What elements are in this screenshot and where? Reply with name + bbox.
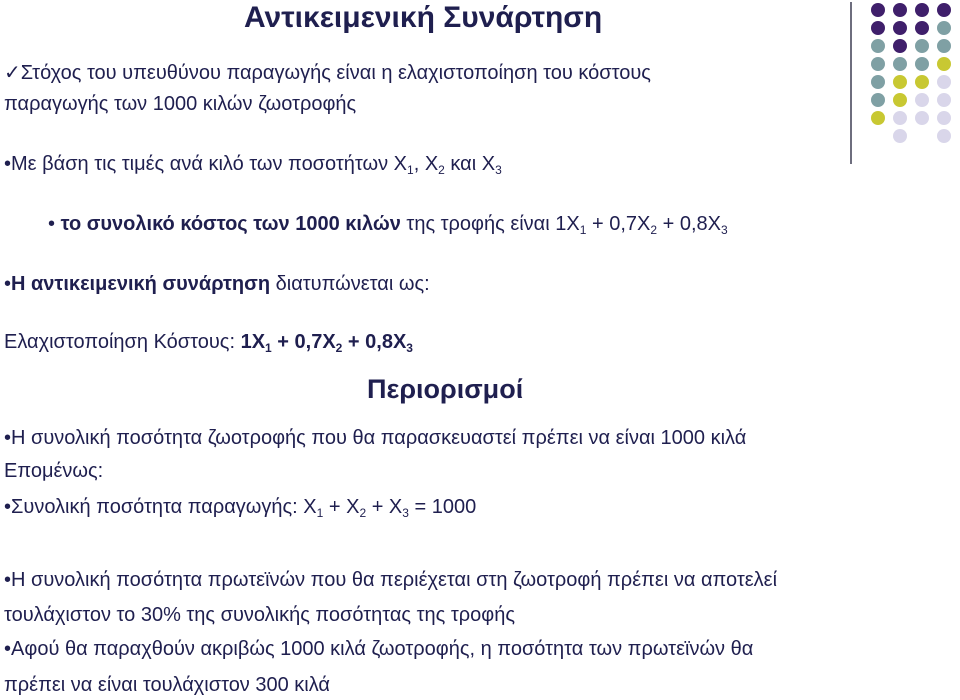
- decor-dot: [937, 57, 951, 71]
- subscript: 2: [650, 223, 658, 237]
- decor-dot: [893, 57, 907, 71]
- bullet: •: [4, 273, 12, 295]
- subscript: 1: [407, 163, 414, 177]
- exact-text-1: Αφού θα παραχθούν ακριβώς 1000 κιλά ζωοτροφής, η ποσότητα των πρωτεϊνών θα: [11, 638, 754, 660]
- protein-line-2: [4, 603, 515, 627]
- subscript: 2: [335, 341, 343, 355]
- decor-dot: [893, 3, 907, 17]
- decorative-divider: [850, 2, 852, 164]
- based-on-sep: και X: [444, 153, 496, 175]
- decor-dot: [871, 39, 885, 53]
- bullet: •: [4, 638, 12, 660]
- decor-dot: [937, 21, 951, 35]
- total-cost-term: + 0,7X: [586, 213, 651, 235]
- total-cost-term: + 0,8X: [657, 213, 721, 235]
- subscript: 3: [720, 223, 728, 237]
- exact-text-2: πρέπει να είναι τουλάχιστον 300 κιλά: [4, 674, 330, 696]
- decor-dot: [871, 75, 885, 89]
- minimize-line: [4, 330, 413, 354]
- decor-dot: [915, 93, 929, 107]
- decor-dot: [871, 111, 885, 125]
- minimize-term: + 0,7X: [271, 331, 336, 353]
- decor-dot: [915, 75, 929, 89]
- bullet: •: [4, 569, 12, 591]
- decor-dot: [937, 3, 951, 17]
- production-term: + X: [323, 496, 360, 518]
- production-text: Συνολική ποσότητα παραγωγής: X: [11, 496, 317, 518]
- decor-dot: [937, 111, 951, 125]
- constraint-total-line: [4, 426, 746, 450]
- decor-dot: [937, 93, 951, 107]
- decor-dot: [915, 111, 929, 125]
- objective-line: [4, 272, 430, 296]
- protein-line-1: [4, 568, 777, 592]
- check-bullet: ✓: [4, 62, 21, 84]
- goal-text-1: Στόχος του υπευθύνου παραγωγής είναι η ελαχιστοποίηση του κόστους: [20, 62, 651, 84]
- bullet: •: [4, 153, 12, 175]
- minimize-term: + 0,8X: [342, 331, 407, 353]
- constraint-total-text: Η συνολική ποσότητα ζωοτροφής που θα παρασκευαστεί πρέπει να είναι 1000 κιλά: [11, 427, 747, 449]
- constraints-heading: Περιορισμοί: [367, 374, 524, 404]
- decor-dot: [871, 93, 885, 107]
- subscript: 1: [579, 223, 587, 237]
- bullet: •: [4, 496, 12, 518]
- therefore-line: [4, 459, 103, 483]
- subscript: 3: [495, 163, 502, 177]
- decor-dot: [915, 21, 929, 35]
- production-eq: = 1000: [408, 496, 477, 518]
- subscript: 3: [402, 506, 409, 520]
- decor-dot: [871, 21, 885, 35]
- based-on-line: [4, 152, 502, 176]
- subscript: 2: [359, 506, 367, 520]
- exact-line-2: [4, 673, 330, 697]
- total-cost-line: [48, 212, 728, 236]
- goal-line-2: [4, 92, 356, 116]
- decor-dot: [893, 111, 907, 125]
- bullet: •: [48, 213, 56, 235]
- protein-text-1: Η συνολική ποσότητα πρωτεϊνών που θα περιέχεται στη ζωοτροφή πρέπει να αποτελεί: [11, 569, 778, 591]
- goal-text-2: παραγωγής των 1000 κιλών ζωοτροφής: [4, 93, 357, 115]
- bullet: •: [4, 427, 12, 449]
- exact-line-1: [4, 637, 753, 661]
- total-cost-text: της τροφής είναι 1X: [400, 213, 580, 235]
- based-on-sep: , X: [413, 153, 439, 175]
- objective-text: διατυπώνεται ως:: [270, 273, 430, 295]
- decor-dot: [893, 93, 907, 107]
- minimize-term: 1X: [235, 331, 266, 353]
- page-title: Αντικειμενική Συνάρτηση: [244, 1, 603, 34]
- decor-dot: [893, 39, 907, 53]
- decor-dot: [937, 129, 951, 143]
- production-term: + X: [366, 496, 403, 518]
- decor-dot: [893, 129, 907, 143]
- based-on-text: Με βάση τις τιμές ανά κιλό των ποσοτήτων X: [11, 153, 408, 175]
- decor-dot: [937, 39, 951, 53]
- objective-bold: Η αντικειμενική συνάρτηση: [11, 273, 271, 295]
- minimize-label: Ελαχιστοποίηση Κόστους:: [4, 331, 236, 353]
- decor-dot: [871, 57, 885, 71]
- goal-line-1: [4, 61, 651, 85]
- total-cost-bold: το συνολικό κόστος των 1000 κιλών: [60, 213, 401, 235]
- subscript: 1: [316, 506, 324, 520]
- decor-dot: [915, 57, 929, 71]
- subscript: 1: [265, 341, 272, 355]
- decor-dot: [915, 3, 929, 17]
- production-line: [4, 495, 476, 519]
- subscript: 3: [406, 341, 413, 355]
- decor-dot: [893, 21, 907, 35]
- decor-dot: [937, 75, 951, 89]
- therefore-text: Επομένως:: [4, 460, 104, 482]
- decor-dot: [871, 3, 885, 17]
- subscript: 2: [438, 163, 445, 177]
- protein-text-2: τουλάχιστον το 30% της συνολικής ποσότητας της τροφής: [4, 604, 515, 626]
- decor-dot: [915, 39, 929, 53]
- decor-dot: [893, 75, 907, 89]
